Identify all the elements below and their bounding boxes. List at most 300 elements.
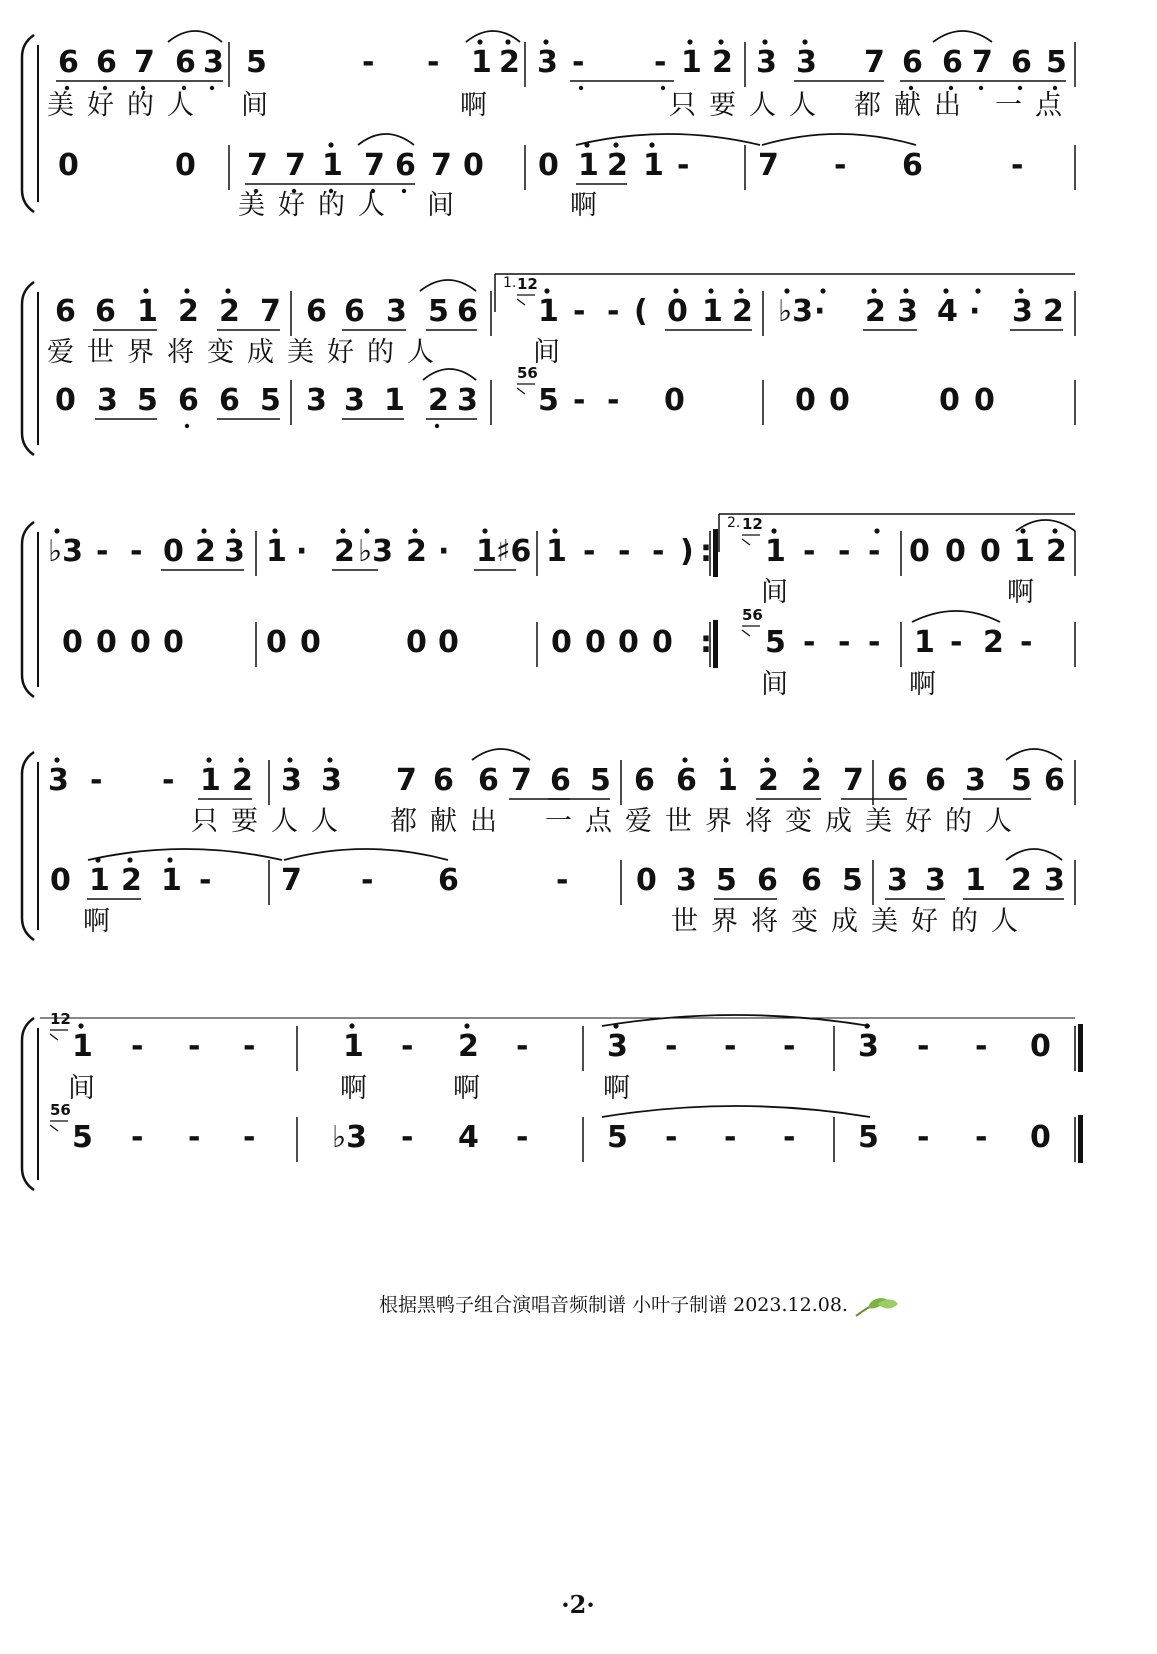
melody-note: 7 [843,763,864,798]
harmony-note: 5 [607,1120,628,1155]
melody-note: 7 [972,45,993,80]
octave-dot-high [738,288,743,293]
lyric-text: 啊 [340,1073,380,1104]
melody-note: 6 [55,294,76,329]
melody-note: 6 [550,763,571,798]
lyric-text: 美好的人 [47,90,207,121]
slur [466,31,520,42]
harmony-note: - [834,148,847,183]
octave-dot-high [230,528,235,533]
octave-dot-high [708,288,713,293]
melody-note: 7 [260,294,281,329]
melody-note: 2 [758,763,779,798]
harmony-note: 2 [121,863,142,898]
octave-dot-low [661,86,665,90]
harmony-note: 0 [463,148,484,183]
melody-note: 3 [537,45,558,80]
grace-note: 56 [50,1101,71,1119]
octave-dot-high [771,528,776,533]
melody-note: 6 [634,763,655,798]
harmony-note: 1 [322,148,343,183]
octave-dot-high [184,288,189,293]
melody-note: - [427,45,440,80]
melody-note: 7 [396,763,417,798]
lyric-text: 间 [761,669,801,700]
melody-note: · [969,294,981,329]
lyric-text: 世界将变成美好的人 [671,906,1031,937]
harmony-note: - [868,625,881,660]
melody-note: 6 [887,763,908,798]
harmony-note: 6 [395,148,416,183]
lyric-text: 啊 [909,669,949,700]
octave-dot-high [807,757,812,762]
octave-dot-high [802,39,807,44]
octave-dot-high [764,757,769,762]
melody-note: 1 [137,294,158,329]
melody-note: 5 [428,294,449,329]
harmony-note: - [401,1120,414,1155]
harmony-note: 1 [578,148,599,183]
melody-note: : [700,534,712,569]
harmony-note: 0 [266,625,287,660]
harmony-note: 3 [97,383,118,418]
harmony-note: 2 [983,625,1004,660]
lyric-text: 只要人人 [669,90,829,121]
octave-dot-high [1018,288,1023,293]
melody-note: 0 [163,534,184,569]
double-barline-thick [713,620,718,668]
melody-note: · [814,294,826,329]
harmony-note: 0 [795,383,816,418]
harmony-note: - [556,863,569,898]
melody-note: - [572,45,585,80]
melody-note: 3 [281,763,302,798]
melody-note: 1 [476,534,497,569]
slur [602,1106,870,1117]
lyric-text: 都献出 [854,90,974,121]
octave-dot-high [340,528,345,533]
melody-note: 1 [717,763,738,798]
octave-dot-high [464,1023,469,1028]
grace-slash [742,539,750,545]
slur [420,280,476,291]
melody-note: 6 [58,45,79,80]
system-bracket [22,35,34,212]
harmony-note: 1 [384,383,405,418]
slur [762,134,916,145]
melody-note: ♭3 [48,534,84,569]
melody-note: - [90,763,103,798]
melody-note: 1 [546,534,567,569]
slur [88,849,282,860]
melody-note: 1 [1014,534,1035,569]
harmony-note: 3 [306,383,327,418]
double-barline-thick [1078,1115,1083,1163]
lyric-text: 都献出 [390,806,510,837]
melody-note: 6 [175,45,196,80]
melody-note: - [131,1029,144,1064]
melody-note: 5 [1046,45,1067,80]
octave-dot-high [718,39,723,44]
harmony-note: 5 [716,863,737,898]
melody-note: 2 [219,294,240,329]
harmony-note: 0 [664,383,685,418]
harmony-note: - [199,863,212,898]
harmony-note: - [783,1120,796,1155]
melody-note: 3 [203,45,224,80]
melody-note: - [838,534,851,569]
melody-note: - [130,534,143,569]
octave-dot-high [544,288,549,293]
melody-note: ♭3 [358,534,394,569]
melody-note: 1 [538,294,559,329]
melody-note: 2 [1046,534,1067,569]
melody-note: 6 [306,294,327,329]
harmony-note: 7 [758,148,779,183]
octave-dot-high [225,288,230,293]
harmony-note: 1 [643,148,664,183]
melody-note: - [96,534,109,569]
melody-note: - [162,763,175,798]
harmony-note: 3 [887,863,908,898]
lyric-text: 啊 [570,190,610,221]
harmony-note: 4 [458,1120,479,1155]
melody-note: - [975,1029,988,1064]
harmony-note: - [1020,625,1033,660]
melody-note: 1 [200,763,221,798]
harmony-note: - [975,1120,988,1155]
system-bracket [22,752,34,940]
volta-number: 2. [727,515,741,531]
octave-dot-high [649,142,654,147]
harmony-note: - [516,1120,529,1155]
octave-dot-high [1020,528,1025,533]
melody-note: 3 [858,1029,879,1064]
harmony-note: 2 [607,148,628,183]
volta-number: 1. [503,275,517,291]
melody-note: 3 [1012,294,1033,329]
harmony-note: 0 [130,625,151,660]
melody-note: ♭3 [778,294,814,329]
melody-note: 6 [457,294,478,329]
melody-note: ( [634,294,648,329]
melody-note: - [583,534,596,569]
slur [602,1015,870,1026]
system-bracket [22,1018,34,1190]
double-barline-thick [1078,1024,1083,1072]
harmony-note: 3 [1044,863,1065,898]
melody-note: 1 [343,1029,364,1064]
lyric-text: 爱世界将变成美好的人 [47,337,447,368]
lyric-text: 间 [761,577,801,608]
melody-note: 6 [902,45,923,80]
melody-note: - [724,1029,737,1064]
harmony-note: 3 [344,383,365,418]
melody-note: - [917,1029,930,1064]
grace-slash [50,1034,58,1040]
octave-dot-high [975,288,980,293]
grace-note: 56 [742,606,763,624]
melody-note: 3 [796,45,817,80]
melody-note: 3 [897,294,918,329]
lyric-text: 一点爱世界将变成美好的人 [545,806,1025,837]
melody-note: 2 [801,763,822,798]
harmony-note: 0 [58,148,79,183]
melody-note: 3 [607,1029,628,1064]
octave-dot-high [903,288,908,293]
page-number: ·2· [561,1590,595,1619]
melody-note: - [188,1029,201,1064]
lyric-text: 间 [241,90,281,121]
melody-note: 3 [756,45,777,80]
lyric-text: 啊 [83,906,123,937]
melody-note: 0 [667,294,688,329]
harmony-note: 0 [636,863,657,898]
melody-note: 2 [458,1029,479,1064]
harmony-note: 0 [96,625,117,660]
octave-dot-low [579,86,583,90]
octave-dot-high [505,39,510,44]
melody-note: - [573,294,586,329]
harmony-note: 1 [89,863,110,898]
octave-dot-high [673,288,678,293]
harmony-note: 0 [55,383,76,418]
melody-note: 1 [72,1029,93,1064]
melody-note: 3 [321,763,342,798]
octave-dot-high [54,528,59,533]
harmony-note: 0 [1030,1120,1051,1155]
grace-slash [742,630,750,636]
harmony-note: 1 [965,863,986,898]
harmony-note: 0 [974,383,995,418]
system-bracket [22,282,34,455]
harmony-note: 0 [163,625,184,660]
melody-note: 2 [732,294,753,329]
melody-note: 6 [95,294,116,329]
melody-note: 2 [178,294,199,329]
harmony-note: - [243,1120,256,1155]
octave-dot-high [477,39,482,44]
melody-note: 0 [980,534,1001,569]
grace-slash [517,388,525,394]
melody-note: ) [680,534,694,569]
lyric-text: 间 [533,337,573,368]
harmony-note: 7 [364,148,385,183]
melody-note: 1 [681,45,702,80]
melody-note: - [401,1029,414,1064]
grace-slash [517,299,525,305]
melody-note: - [803,534,816,569]
double-barline-thick [713,529,718,577]
melody-note: ♯6 [496,534,532,569]
melody-note: 6 [1011,45,1032,80]
harmony-note: 3 [676,863,697,898]
harmony-note: 6 [438,863,459,898]
harmony-note: 5 [858,1120,879,1155]
harmony-note: 6 [801,863,822,898]
melody-note: 6 [96,45,117,80]
harmony-note: - [361,863,374,898]
harmony-note: 0 [62,625,83,660]
melody-note: 2 [232,763,253,798]
octave-dot-high [364,528,369,533]
harmony-note: - [724,1120,737,1155]
slur [168,31,222,42]
melody-note: 2 [195,534,216,569]
melody-note: 2 [499,45,520,80]
melody-note: 0 [909,534,930,569]
harmony-note: : [700,625,712,660]
lyric-text: 间 [427,190,467,221]
octave-dot-high [287,757,292,762]
harmony-note: 7 [281,863,302,898]
octave-dot-high [167,857,172,862]
melody-note: 7 [511,763,532,798]
octave-dot-low [979,86,983,90]
harmony-note: 0 [406,625,427,660]
melody-note: 1 [702,294,723,329]
octave-dot-high [552,528,557,533]
octave-dot-high [613,142,618,147]
harmony-note: 7 [247,148,268,183]
harmony-note: - [838,625,851,660]
melody-note: · [438,534,450,569]
melody-note: 4 [937,294,958,329]
octave-dot-low [185,424,189,428]
harmony-note: 2 [1011,863,1032,898]
melody-note: · [296,534,308,569]
lyric-text: 一点 [995,90,1075,121]
melody-note: 6 [344,294,365,329]
harmony-note: - [950,625,963,660]
harmony-note: 1 [161,863,182,898]
slur [576,134,760,145]
melody-note: - [652,534,665,569]
melody-note: 1 [266,534,287,569]
melody-note: - [362,45,375,80]
slur [1006,849,1062,860]
octave-dot-high [1052,528,1057,533]
harmony-note: - [665,1120,678,1155]
harmony-note: 6 [219,383,240,418]
lyric-text: 啊 [1007,577,1047,608]
system-bracket [22,522,34,697]
octave-dot-high [349,1023,354,1028]
melody-note: 2 [712,45,733,80]
melody-note: 5 [590,763,611,798]
melody-note: - [618,534,631,569]
octave-dot-high [682,757,687,762]
slur [912,611,1000,622]
grace-slash [50,1125,58,1131]
octave-dot-low [210,86,214,90]
lyric-text: 啊 [453,1073,493,1104]
octave-dot-high [272,528,277,533]
octave-dot-high [54,757,59,762]
melody-note: 1 [471,45,492,80]
octave-dot-high [943,288,948,293]
melody-note: 2 [406,534,427,569]
melody-note: 6 [942,45,963,80]
melody-note: 3 [224,534,245,569]
credit-text: 根据黑鸭子组合演唱音频制谱 小叶子制谱 2023.12.08. [379,1294,848,1316]
harmony-note: ♭3 [332,1120,368,1155]
melody-note: 5 [1011,763,1032,798]
melody-note: 3 [386,294,407,329]
melody-note: 6 [433,763,454,798]
melody-note: 2 [1043,294,1064,329]
melody-note: 2 [865,294,886,329]
harmony-note: 6 [902,148,923,183]
octave-dot-high [820,288,825,293]
harmony-note: - [677,148,690,183]
octave-dot-high [871,288,876,293]
octave-dot-high [412,528,417,533]
octave-dot-high [127,857,132,862]
harmony-note: - [188,1120,201,1155]
melody-note: - [665,1029,678,1064]
harmony-note: 0 [551,625,572,660]
lyric-text: 只要人人 [191,806,351,837]
melody-note: 0 [945,534,966,569]
melody-note: 3 [48,763,69,798]
slur [284,849,448,860]
harmony-note: 0 [300,625,321,660]
melody-note: - [783,1029,796,1064]
octave-dot-high [482,528,487,533]
melody-note: - [607,294,620,329]
harmony-note: - [607,383,620,418]
slur [472,749,530,760]
harmony-note: 5 [538,383,559,418]
harmony-note: 5 [765,625,786,660]
lyric-text: 啊 [603,1073,643,1104]
harmony-note: - [573,383,586,418]
harmony-note: 5 [137,383,158,418]
harmony-note: 5 [842,863,863,898]
melody-note: 6 [478,763,499,798]
octave-dot-high [874,528,879,533]
harmony-note: 0 [829,383,850,418]
harmony-note: 1 [914,625,935,660]
octave-dot-low [402,189,406,193]
melody-note: 6 [676,763,697,798]
harmony-note: 7 [431,148,452,183]
lyric-text: 美好的人 [238,190,398,221]
melody-note: 6 [1044,763,1065,798]
harmony-note: 0 [50,863,71,898]
octave-dot-high [723,757,728,762]
melody-note: 1 [765,534,786,569]
melody-note: 0 [1030,1029,1051,1064]
lyric-text: 啊 [460,90,500,121]
harmony-note: 2 [428,383,449,418]
harmony-note: 0 [438,625,459,660]
harmony-note: - [917,1120,930,1155]
slur [933,31,992,42]
octave-dot-high [201,528,206,533]
octave-dot-low [435,424,439,428]
octave-dot-high [687,39,692,44]
harmony-note: - [131,1120,144,1155]
melody-note: 2 [334,534,355,569]
octave-dot-high [206,757,211,762]
harmony-note: 0 [618,625,639,660]
melody-note: - [516,1029,529,1064]
octave-dot-high [78,1023,83,1028]
leaf-icon [854,1294,900,1318]
melody-note: - [654,45,667,80]
